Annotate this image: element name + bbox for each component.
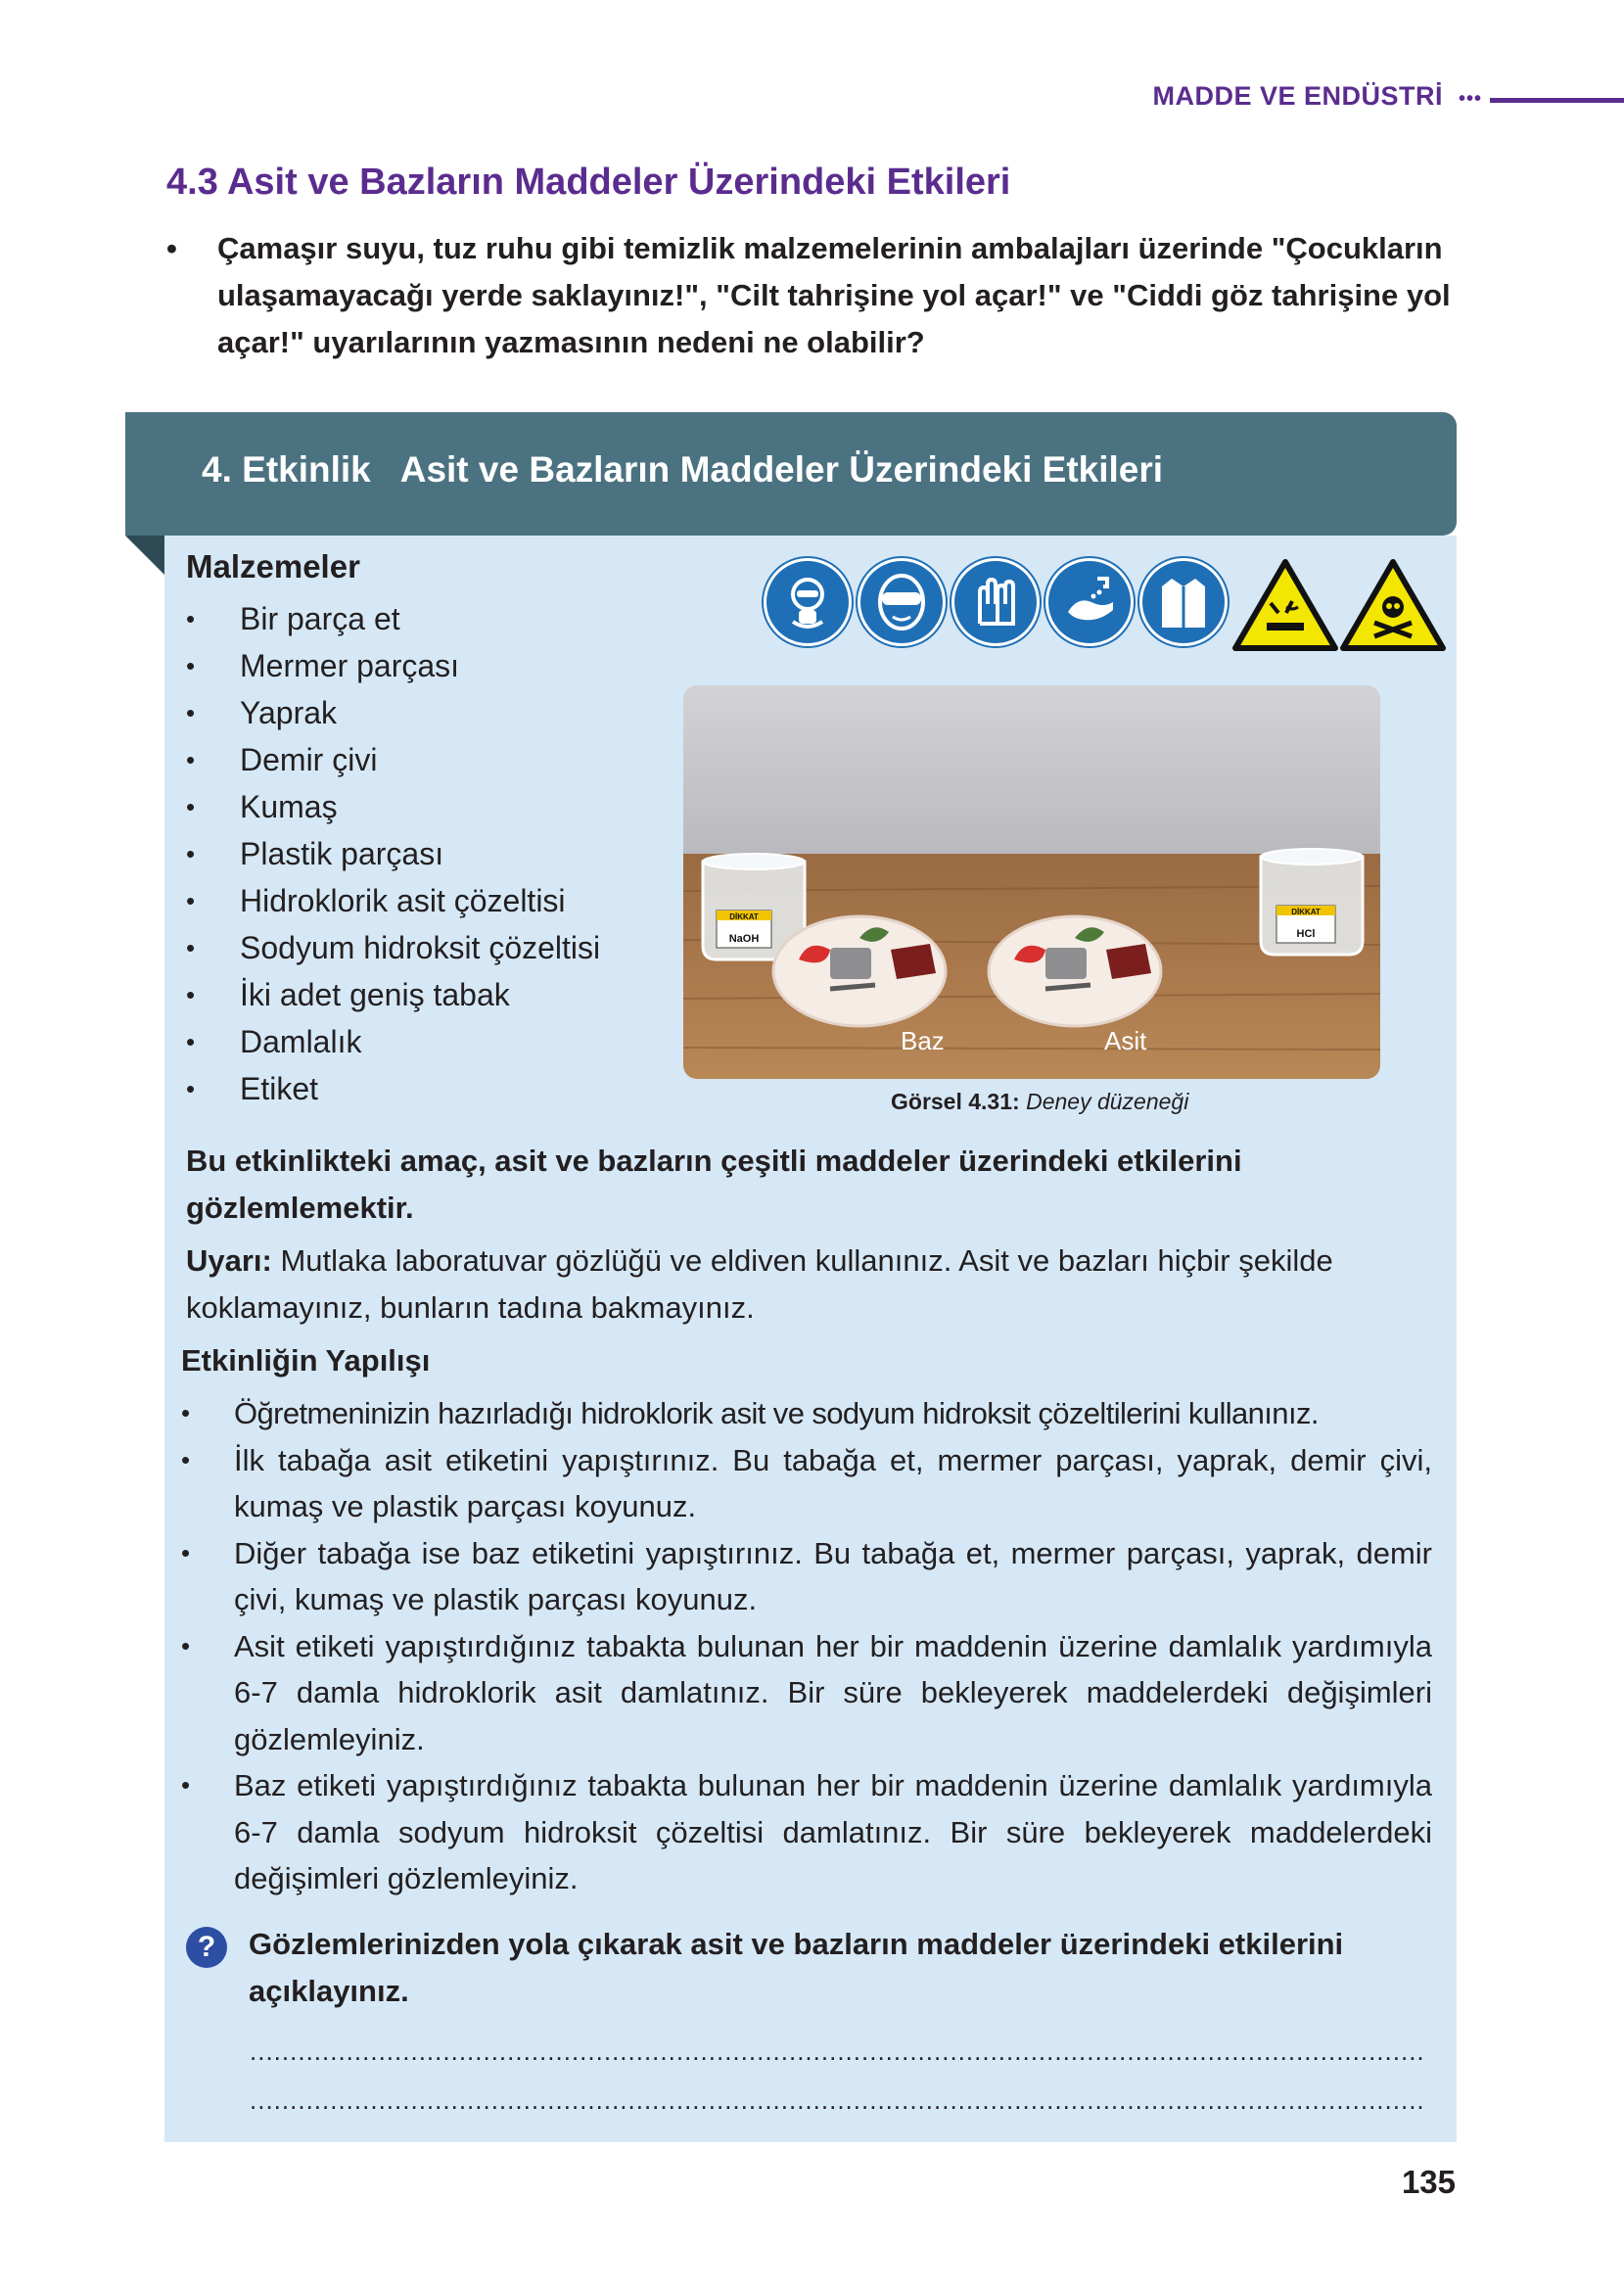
activity-banner	[125, 412, 1457, 536]
procedure-steps	[181, 1390, 1432, 1902]
beaker-right-label: HCl	[1296, 928, 1316, 940]
beaker-left-label: NaOH	[728, 933, 760, 945]
figure-caption	[891, 1089, 1188, 1115]
material-item: • Damlalık	[186, 1018, 600, 1065]
reflection-question	[186, 1921, 1439, 2015]
material-item: • Sodyum hidroksit çözeltisi	[186, 924, 600, 971]
procedure-step: • Asit etiketi yapıştırdığınız tabakta bulunan her bir maddenin üzerine damlalık yardımıyla 6-7 damla hidroklorik asit damlatınız. Bir süre bekleyerek maddelerdeki değişimleri gözlemleyiniz.	[181, 1623, 1432, 1763]
plate-base	[773, 916, 946, 1026]
activity-number: 4. Etkinlik	[202, 449, 371, 490]
safety-goggles-icon	[858, 558, 946, 646]
toxic-warning-icon	[1339, 558, 1447, 652]
procedure-step: • Diğer tabağa ise baz etiketini yapıştırınız. Bu tabağa et, mermer parçası, yaprak, demir çivi, kumaş ve plastik parçası koyunuz.	[181, 1530, 1432, 1623]
warning-note	[186, 1238, 1439, 1332]
intro-question	[166, 225, 1459, 366]
header-dots: •••	[1459, 88, 1483, 110]
photo-label-asit: Asit	[1104, 1026, 1147, 1055]
caption-number: Görsel 4.31:	[891, 1089, 1020, 1114]
experiment-photo	[683, 685, 1380, 1079]
activity-aim: Bu etkinlikteki amaç, asit ve bazların çeşitli maddeler üzerindeki etkilerini gözlemlemektir.	[186, 1144, 1242, 1225]
materials-list	[186, 595, 600, 1112]
hand-washing-icon	[1045, 558, 1134, 646]
corrosive-warning-icon	[1231, 558, 1339, 652]
material-item: • Kumaş	[186, 783, 600, 830]
banner-corner-fold	[125, 536, 164, 575]
beaker-right-tag: DİKKAT	[1291, 908, 1321, 916]
material-item: • Yaprak	[186, 689, 600, 736]
section-title: 4.3 Asit ve Bazların Maddeler Üzerindeki Etkileri	[166, 162, 1011, 203]
material-item: • Plastik parçası	[186, 830, 600, 877]
procedure-step: • İlk tabağa asit etiketini yapıştırınız. Bu tabağa et, mermer parçası, yaprak, demir çivi, kumaş ve plastik parçası koyunuz.	[181, 1437, 1432, 1530]
activity-title	[202, 449, 1163, 491]
intro-text: Çamaşır suyu, tuz ruhu gibi temizlik malzemelerinin ambalajları üzerinde "Çocukların ulaşamayacağı yerde saklayınız!", "Cilt tahrişine yol açar!" ve "Ciddi göz tahrişine yol açar!" uyarılarının yazmasının nedeni ne olabilir?	[217, 231, 1451, 359]
caption-text: Deney düzeneği	[1026, 1089, 1189, 1114]
warning-label: Uyarı:	[186, 1243, 272, 1278]
beaker-left-tag: DİKKAT	[729, 912, 759, 921]
header-label: MADDE VE ENDÜSTRİ	[1152, 81, 1443, 111]
activity-name: Asit ve Bazların Maddeler Üzerindeki Etkileri	[399, 449, 1164, 490]
page-number: 135	[1401, 2164, 1456, 2200]
procedure-step: • Öğretmeninizin hazırladığı hidroklorik asit ve sodyum hidroksit çözeltilerini kullanınız.	[181, 1390, 1432, 1437]
answer-line[interactable]: ..................................................................................................................................................	[250, 2085, 1425, 2115]
gloves-icon	[951, 558, 1040, 646]
header-rule	[1490, 98, 1624, 103]
material-item: • Etiket	[186, 1065, 600, 1112]
wall	[683, 685, 1380, 862]
gas-mask-icon	[764, 558, 852, 646]
plate-acid	[989, 916, 1161, 1026]
question-text: Gözlemlerinizden yola çıkarak asit ve bazların maddeler üzerindeki etkilerini açıklayınız.	[249, 1927, 1344, 2008]
procedure-step: • Baz etiketi yapıştırdığınız tabakta bulunan her bir maddenin üzerine damlalık yardımıyla 6-7 damla sodyum hidroksit çözeltisi damlatınız. Bir süre bekleyerek maddelerdeki değişimleri gözlemleyiniz.	[181, 1762, 1432, 1902]
warning-text: Mutlaka laboratuvar gözlüğü ve eldiven kullanınız. Asit ve bazları hiçbir şekilde koklamayınız, bunların tadına bakmayınız.	[186, 1243, 1333, 1325]
answer-line[interactable]: ..................................................................................................................................................	[250, 2036, 1425, 2066]
lab-coat-icon	[1139, 558, 1228, 646]
procedure-title: Etkinliğin Yapılışı	[181, 1343, 431, 1378]
material-item: • Demir çivi	[186, 736, 600, 783]
material-item: • Hidroklorik asit çözeltisi	[186, 877, 600, 924]
intro-bullet: •	[166, 231, 177, 265]
photo-label-baz: Baz	[901, 1026, 945, 1055]
material-item: • Bir parça et	[186, 595, 600, 642]
material-item: • İki adet geniş tabak	[186, 971, 600, 1018]
question-icon: ?	[186, 1927, 227, 1968]
material-item: • Mermer parçası	[186, 642, 600, 689]
materials-title: Malzemeler	[186, 548, 360, 584]
